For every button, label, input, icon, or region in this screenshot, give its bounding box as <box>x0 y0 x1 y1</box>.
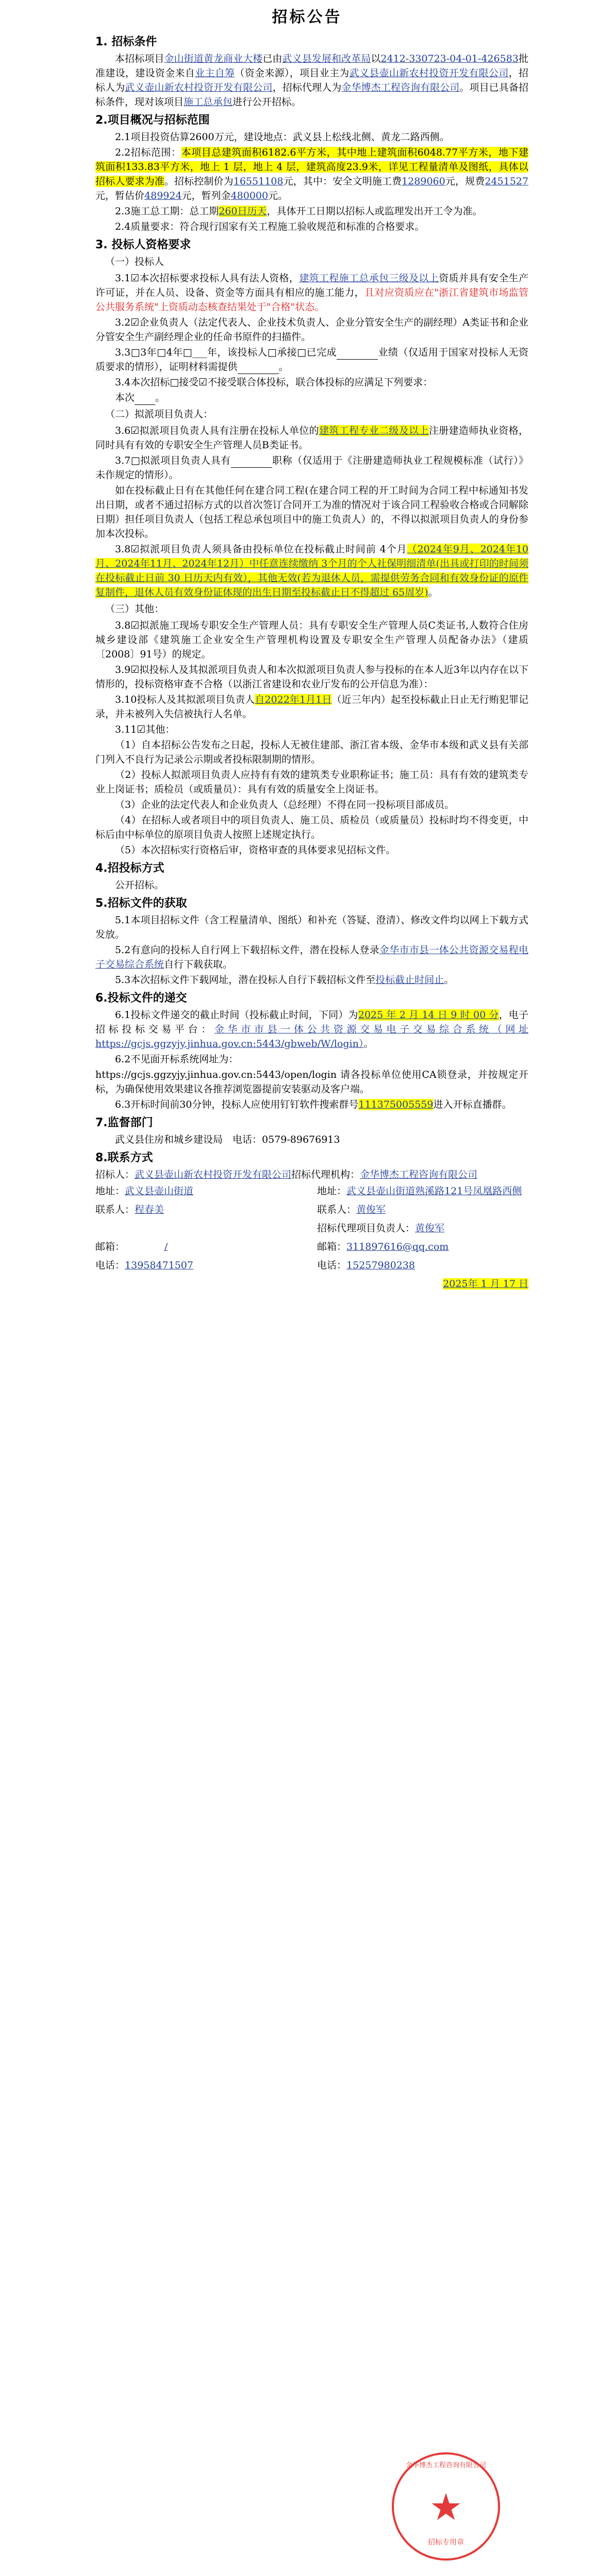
text: 5.2有意向的投标人自行网上下载招标文件，潜在投标人登录 <box>115 944 379 956</box>
page-title: 招标公告 <box>272 8 342 26</box>
text: 3.1☑本次招标要求投标人具有法人资格， <box>115 273 300 284</box>
contact-intro <box>95 1167 528 1182</box>
value: 武义县壶山街道 <box>125 1185 194 1197</box>
seal-bottom-text: 招标专用章 <box>428 2538 464 2547</box>
section-3-note: 如在投标截止日有在其他任何在建合同工程(在建合同工程的开工时间为合同工程中标通知书发出日期，或者不通过招标方式的以首次签订合同开工为准的情况对于该合同工程验收合格或合同解除日期）担任项目负责人（包括工程总承包项目中的施工负责人）的，不得以拟派项目负责人的身份参加本次投标。 <box>95 485 528 539</box>
section-3-1 <box>95 271 528 314</box>
text: 职称（仅适用于《注册建造师执业工程规模标准（试行）》未作规定的情形）。 <box>95 455 528 481</box>
mail-left <box>95 1240 307 1254</box>
text: 元，暂估价 <box>95 190 145 201</box>
section-5-3 <box>95 973 528 987</box>
pm-right <box>317 1221 528 1235</box>
text: 2.3施工总工期：总工期 <box>115 206 219 217</box>
text: （近三年内）起至投标截止日止无行贿犯罪记录，并未被列入失信被执行人名单。 <box>95 694 529 720</box>
platform-link[interactable]: 金华市市县一体公共资源交易程电子交易综合系统 <box>95 944 528 970</box>
date-line <box>317 1277 528 1291</box>
text: 3.8☑拟派项目负责人须具备由投标单位在投标截止时间前 4个月 <box>115 544 407 555</box>
qualification-status-note: 且对应资质应在"浙江省建筑市场监管公共服务系统"上资质动态核查结果处于"合格"状态。 <box>95 287 528 313</box>
platform-url[interactable]: （网址https://gcjs.ggzyjy.jinhua.gov.cn:5443/gbweb/W/login） <box>95 1024 528 1049</box>
section-8-heading: 8.联系方式 <box>95 1151 153 1164</box>
agent-name: 金华博杰工程咨询有限公司 <box>360 1169 478 1180</box>
text: 自行下载获取。 <box>164 959 233 970</box>
section-6-heading: 6.投标文件的递交 <box>95 992 187 1005</box>
duration: 260日历天 <box>219 206 267 217</box>
text: 元。 <box>268 190 288 201</box>
list-item: （2）投标人拟派项目负责人应持有有效的建筑类专业职称证书；施工员：具有有效的建筑类专业上岗证书；质检员（或质量员）：具有有效的质量安全上岗证书。 <box>95 769 528 795</box>
text: ，招标人为 <box>95 67 528 93</box>
subheading-other: （三）其他： <box>105 603 164 615</box>
tenderer-name: 武义县壶山新农村投资开发有限公司 <box>135 1169 292 1180</box>
value: 311897616@qq.com <box>346 1241 449 1252</box>
section-2-heading: 2.项目概况与招标范围 <box>95 114 210 127</box>
section-7-heading: 7.监督部门 <box>95 1116 153 1129</box>
text: 元，其中：安全文明施工费 <box>283 176 402 187</box>
spacer <box>95 1221 307 1235</box>
mail-right <box>317 1240 528 1254</box>
tender-agent: 金华博杰工程咨询有限公司 <box>341 82 460 93</box>
text: 招标人： <box>95 1169 135 1180</box>
tenderer: 武义壶山新农村投资开发有限公司 <box>125 82 273 93</box>
text: 2.2招标范围： <box>115 147 181 158</box>
control-price: 16551108 <box>233 176 284 187</box>
star-icon: ★ <box>429 2485 463 2529</box>
section-2-4: 2.4质量要求：符合现行国家有关工程施工验收规范和标准的合格要求。 <box>115 221 425 232</box>
section-6-3 <box>95 1097 528 1112</box>
contract-type: 施工总承包 <box>184 96 233 108</box>
value: 15257980238 <box>346 1260 415 1271</box>
list-item: （4）在招标人或者项目中的项目负责人、施工员、质检员（或质量员）投标时均不得变更，中标后由中标单位的原项目负责人按照上述规定执行。 <box>95 815 528 840</box>
text: ，具体开工日期以招标人或监理发出开工令为准。 <box>267 206 483 217</box>
value: 武义县壶山街道熟溪路121号凤凰路西侧 <box>346 1185 522 1197</box>
contingency: 480000 <box>230 190 269 201</box>
section-5-1: 5.1本项目招标文件（含工程量清单、图纸）和补充（答疑、澄清）、修改文件均以网上下载方式发放。 <box>95 914 528 940</box>
text: ，招标代理人为 <box>272 82 342 93</box>
label: 邮箱： <box>95 1241 125 1252</box>
section-1-paragraph <box>95 52 528 109</box>
text: 招标代理机构： <box>291 1169 360 1180</box>
announcement-body <box>95 31 528 1291</box>
list-item: （3）企业的法定代表人和企业负责人（总经理）不得在同一投标项目部成员。 <box>115 799 455 810</box>
text: ，电子招标投标交易平台： <box>95 1009 528 1035</box>
label: 地址： <box>95 1185 125 1197</box>
project-name: 金山街道黄龙商业大楼 <box>164 53 263 64</box>
section-2-1: 2.1项目投资估算2600万元，建设地点：武义县上松线北侧、黄龙二路西侧。 <box>115 131 450 143</box>
label: 招标代理项目负责人： <box>317 1223 416 1234</box>
address-right <box>317 1184 528 1198</box>
blank-field <box>231 457 272 468</box>
subheading-bidder: （一）投标人 <box>105 256 164 267</box>
text: 以 <box>371 53 381 64</box>
text: 。项目已具备招标条件，现对该项目 <box>95 82 528 108</box>
section-3-2: 3.2☑企业负责人（法定代表人、企业技术负责人、企业分管安全生产的副经理）A类证书和企业分管安全生产副经理企业的任命书原件的扫描件。 <box>95 317 528 343</box>
blank-field <box>337 349 378 360</box>
blank-field <box>238 364 279 374</box>
pm-level: 建筑工程专业二级及以上 <box>319 425 429 436</box>
contact-right <box>317 1202 528 1217</box>
approval-authority: 武义县发展和改革局 <box>282 53 371 64</box>
label: 联系人： <box>95 1204 135 1215</box>
section-6-2-url: https://gcjs.ggzyjy.jinhua.gov.cn:5443/open/login 请各投标单位使用CA锁登录，并按规定开标，为确保使用效果建议各推荐浏览器提前安装驱动及客户端。 <box>95 1069 528 1095</box>
section-3-8b: 3.8☑拟派施工现场专职安全生产管理人员：具有专职安全生产管理人员C类证书,人数符合住房城乡建设部《建筑施工企业安全生产管理机构设置及专职安全生产管理人员配备办法》（建质〔2008〕91号）的规定。 <box>95 620 528 660</box>
section-6-2: 6.2不见面开标系统网址为： <box>115 1054 239 1065</box>
text: 资质并具有安全生产许可证，并在人员、设备、资金等方面具有相应的施工能力， <box>95 273 528 298</box>
text: 。 <box>444 974 454 986</box>
value: 黄俊军 <box>415 1223 445 1234</box>
list-item: （5）本次招标实行资格后审，资格审查的具体要求见招标文件。 <box>115 844 396 856</box>
contact-grid <box>95 1184 528 1291</box>
scope-highlight: 本项目总建筑面积6182.6平方米，其中地上建筑面积6048.77平方米，地下建筑面积133.83平方米，地上 1 层，地上 4 层，建筑高度23.9米，详见工程量清单及图纸，具体以招标人要求为准 <box>95 147 528 187</box>
official-seal <box>392 2452 500 2561</box>
label: 联系人： <box>317 1204 357 1215</box>
section-3-11: 3.11☑其他： <box>115 724 175 735</box>
text: 3.7□拟派项目负责人具有 <box>115 455 231 466</box>
text: 注册建造师执业资格，同时具有有效的专职安全生产管理人员B类证书。 <box>95 425 528 451</box>
section-4-body: 公开招标。 <box>115 879 164 891</box>
value: 程春美 <box>135 1204 164 1215</box>
section-3-10 <box>95 692 528 721</box>
text: 3.3□3年□4年□___年，该投标人□承接□已完成 <box>115 347 337 358</box>
text: 进行公开招标。 <box>233 96 302 108</box>
value: / <box>164 1241 168 1252</box>
list-item: （1）自本招标公告发布之日起，投标人无被住建部、浙江省本级、金华市本级和武义县有关部门列入不良行为记录公示期或者投标限制期的情形。 <box>95 739 528 765</box>
label: 地址： <box>317 1185 347 1197</box>
section-2-3 <box>95 204 528 218</box>
section-4-heading: 4.招投标方式 <box>95 862 164 875</box>
text: 5.3本次招标文件下载网址，潜在投标人自行下载招标文件至 <box>115 974 376 986</box>
text: 3.6☑拟派项目负责人具有注册在投标人单位的 <box>115 425 319 436</box>
statutory-fee: 2451527 <box>485 176 528 187</box>
section-3-5 <box>95 391 528 405</box>
text: 。招标控制价为 <box>164 176 234 187</box>
download-deadline: 投标截止时间止 <box>375 974 444 986</box>
section-5-2 <box>95 943 528 972</box>
text: 已由 <box>262 53 283 64</box>
section-3-3 <box>95 345 528 374</box>
text: 6.1投标文件递交的截止时间（投标截止时间，下同）为 <box>115 1009 358 1021</box>
section-5-heading: 5.招标文件的获取 <box>95 897 187 910</box>
provisional-sum: 489924 <box>144 190 182 201</box>
platform-link[interactable]: 金华市市县一体公共资源交易电子交易综合系统 <box>214 1024 492 1035</box>
label: 电话： <box>317 1260 347 1271</box>
safety-fee: 1289060 <box>402 176 445 187</box>
subheading-project-manager: （二）拟派项目负责人： <box>105 409 213 420</box>
text: 。 <box>363 1038 374 1049</box>
supervisor-info: 武义县住房和城乡建设局 电话：0579-89676913 <box>115 1134 340 1145</box>
spacer <box>95 1277 307 1291</box>
date: 2025年 1 月 17 日 <box>443 1278 528 1290</box>
address-left <box>95 1184 307 1198</box>
text: 。 <box>155 392 165 403</box>
text: 6.3开标时间前30分钟，投标人应使用钉钉软件搜索群号 <box>115 1099 359 1110</box>
dingtalk-group-id: 111375005559 <box>358 1099 434 1110</box>
value: 13958471507 <box>125 1260 193 1271</box>
funding-source: 业主自筹 <box>195 67 235 79</box>
section-3-9: 3.9☑拟投标人及其拟派项目负责人和本次拟派项目负责人参与投标的在本人近3年以内存在以下情形的，投标资格审查不合格（以浙江省建设和农业厅发布的公开信息为准）： <box>95 664 528 690</box>
section-1-heading: 1. 招标条件 <box>95 36 157 48</box>
tel-right <box>317 1258 528 1273</box>
text: 批准建设，建设资金来自 <box>95 53 528 79</box>
section-3-6 <box>95 423 528 452</box>
section-2-2 <box>95 145 528 203</box>
approval-code: 2412-330723-04-01-426583 <box>380 53 519 64</box>
section-6-1 <box>95 1008 528 1051</box>
project-owner: 武义县壶山新农村投资开发有限公司 <box>349 67 509 79</box>
section-3-8 <box>95 542 528 600</box>
submission-deadline: 2025 年 2 月 14 日 9 时 00 分 <box>358 1009 499 1021</box>
section-3-4: 3.4本次招标□接受☑不接受联合体投标，联合体投标的应满足下列要求： <box>115 377 433 388</box>
text: 本次 <box>115 392 135 403</box>
seal-ring-text: 金华博杰工程咨询有限公司 <box>405 2462 486 2469</box>
contact-left <box>95 1202 307 1217</box>
text: （资金来源），项目业主为 <box>235 67 350 79</box>
qualification-level: 建筑工程施工总承包三级及以上 <box>299 273 439 284</box>
text: 3.10投标人及其拟派项目负责人 <box>115 694 255 705</box>
text: 业绩（仅适用于国家对投标人无资质要求的情形），证明材料需提供 <box>95 347 528 372</box>
label: 电话： <box>95 1260 125 1271</box>
tel-left <box>95 1258 307 1273</box>
blank-field <box>135 395 155 405</box>
bribery-date: 自2022年1月1日 <box>255 694 332 705</box>
value: 黄俊军 <box>356 1204 386 1215</box>
text: 元，暂列金 <box>181 190 231 201</box>
text: 元，规费 <box>445 176 485 187</box>
section-3-heading: 3. 投标人资格要求 <box>95 239 191 251</box>
text: 。 <box>428 587 438 598</box>
label: 邮箱： <box>317 1241 347 1252</box>
text: 进入开标直播群。 <box>433 1099 512 1110</box>
section-3-7 <box>95 453 528 482</box>
social-insurance-req: （2024年9月、2024年10月、2024年11月、2024年12月）中任意连续缴纳 3个月的个人社保明细清单(出具或打印的时间须在投标截止日前 30 日历天内有效），其他无效(若为退休人员，需提供劳务合同和有效身份证的原件复制件，退休人员有效身份证体现的出生日期至投标截止日不得超过 65周岁) <box>95 544 528 598</box>
text: 本招标项目 <box>115 53 164 64</box>
text: 。 <box>278 361 289 372</box>
